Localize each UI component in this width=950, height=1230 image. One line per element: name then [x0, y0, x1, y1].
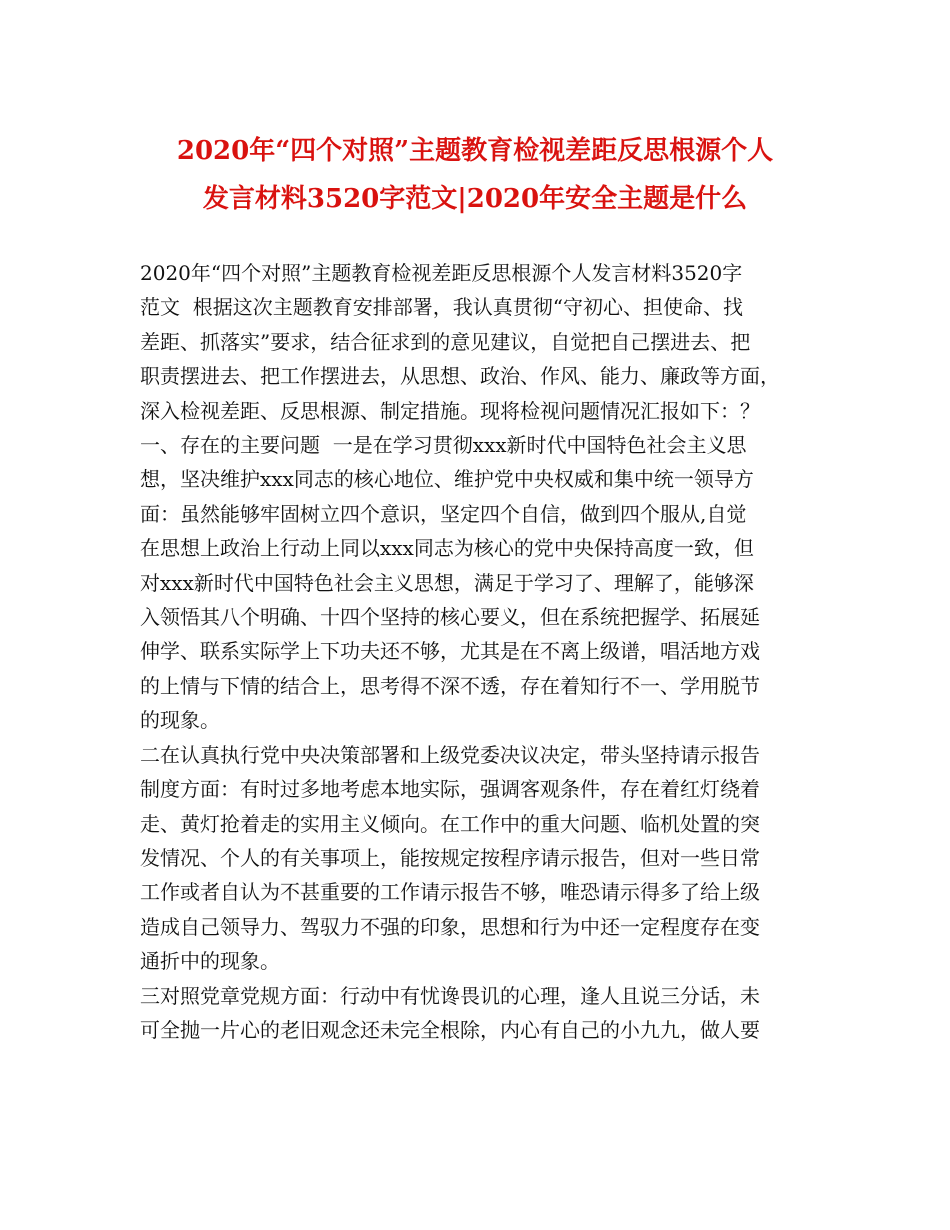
body-line: 对xxx新时代中国特色社会主义思想，满足于学习了、理解了，能够深 [140, 570, 754, 595]
body-line: 范文 根据这次主题教育安排部署，我认真贯彻“守初心、担使命、找 [140, 295, 743, 320]
body-line: 可全抛一片心的老旧观念还未完全根除，内心有自己的小九九，做人要 [140, 1017, 760, 1042]
body-line: 通折中的现象。 [140, 949, 280, 974]
body-line: 2020年“四个对照”主题教育检视差距反思根源个人发言材料3520字 [140, 261, 743, 285]
body-line: 的上情与下情的结合上，思考得不深不透，存在着知行不一、学用脱节 [140, 673, 760, 698]
body-line: 面：虽然能够牢固树立四个意识，坚定四个自信，做到四个服从,自觉 [140, 501, 747, 526]
body-line: 发情况、个人的有关事项上，能按规定按程序请示报告，但对一些日常 [140, 845, 760, 870]
document-title-line-2: 发言材料3520字范文|2020年安全主题是什么 [202, 184, 748, 214]
body-line: 制度方面：有时过多地考虑本地实际，强调客观条件，存在着红灯绕着 [140, 777, 760, 802]
document-body [140, 256, 830, 1047]
body-line: 造成自己领导力、驾驭力不强的印象，思想和行为中还一定程度存在变 [140, 914, 760, 939]
body-line: 一、存在的主要问题 一是在学习贯彻xxx新时代中国特色社会主义思 [140, 433, 747, 458]
document-title-line-1: 2020年“四个对照”主题教育检视差距反思根源个人 [176, 136, 774, 166]
body-line: 三对照党章党规方面：行动中有忧谗畏讥的心理，逢人且说三分话，未 [140, 983, 760, 1008]
body-line: 走、黄灯抢着走的实用主义倾向。在工作中的重大问题、临机处置的突 [140, 811, 760, 836]
body-line: 差距、抓落实”要求，结合征求到的意见建议，自觉把自己摆进去、把 [140, 329, 751, 354]
body-line: 深入检视差距、反思根源、制定措施。现将检视问题情况汇报如下：？ [140, 398, 760, 423]
body-line: 的现象。 [140, 708, 220, 733]
body-line: 想，坚决维护xxx同志的核心地位、维护党中央权威和集中统一领导方 [140, 467, 754, 492]
body-line: 职责摆进去、把工作摆进去，从思想、政治、作风、能力、廉政等方面， [140, 364, 780, 389]
body-line: 工作或者自认为不甚重要的工作请示报告不够，唯恐请示得多了给上级 [140, 880, 760, 905]
body-line: 入领悟其八个明确、十四个坚持的核心要义，但在系统把握学、拓展延 [140, 605, 760, 630]
body-line: 二在认真执行党中央决策部署和上级党委决议决定，带头坚持请示报告 [140, 742, 760, 767]
body-line: 伸学、联系实际学上下功夫还不够，尤其是在不离上级谱，唱活地方戏 [140, 639, 760, 664]
body-line: 在思想上政治上行动上同以xxx同志为核心的党中央保持高度一致，但 [140, 536, 754, 561]
